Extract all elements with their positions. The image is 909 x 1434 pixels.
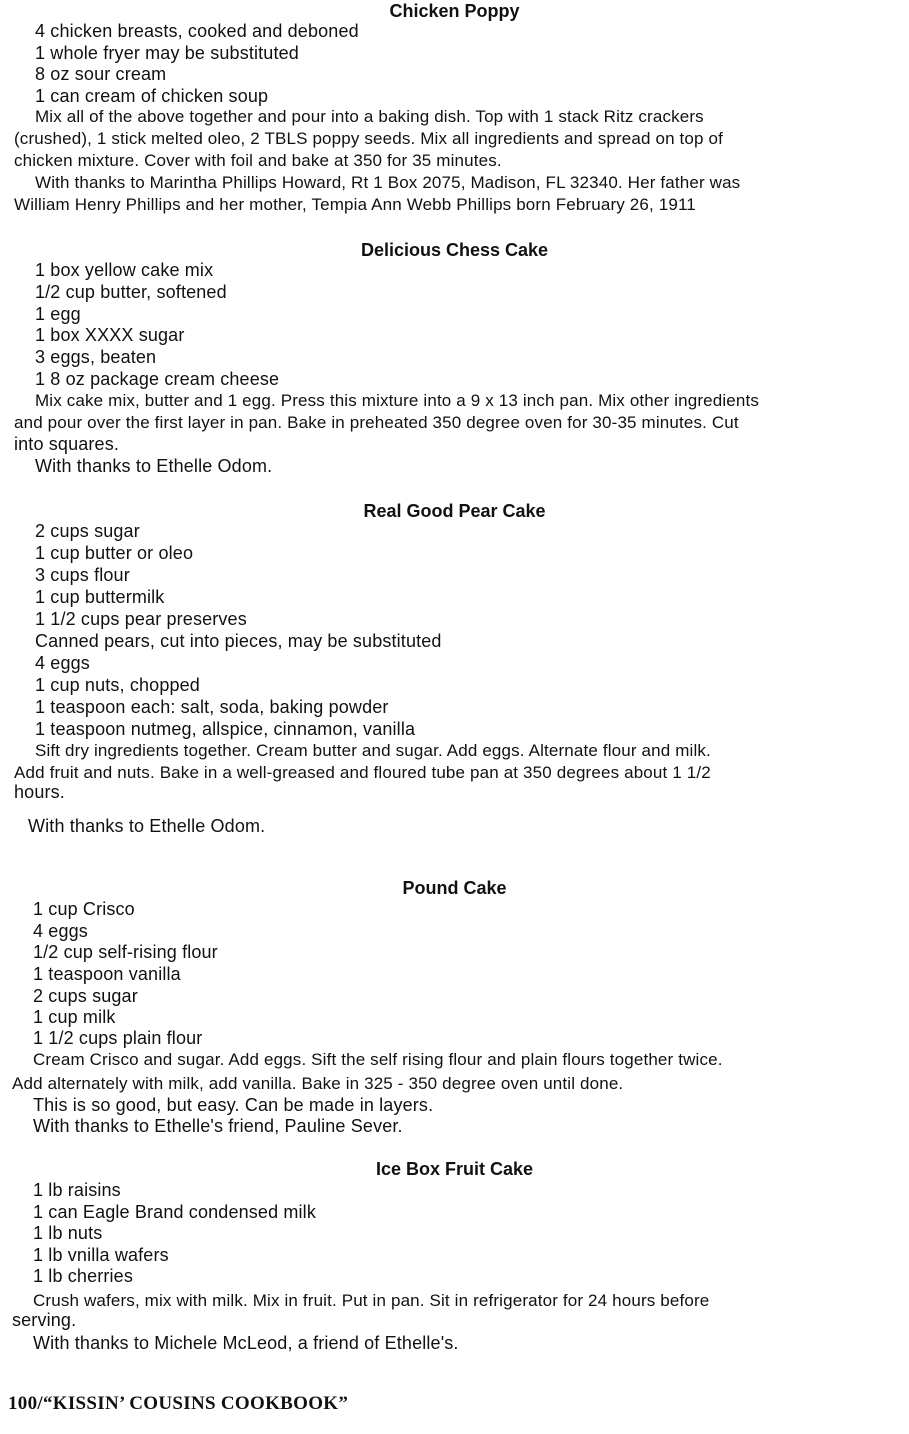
- ingredient-line: 1 lb vnilla wafers: [33, 1245, 169, 1265]
- ingredient-line: 1 whole fryer may be substituted: [35, 43, 299, 63]
- ingredient-line: 3 eggs, beaten: [35, 347, 157, 367]
- credit-line: With thanks to Ethelle's friend, Pauline Sever.: [33, 1116, 403, 1136]
- ingredient-line: 1 cup milk: [33, 1007, 116, 1027]
- credit-line: With thanks to Ethelle Odom.: [28, 816, 266, 836]
- ingredient-line: 1 egg: [35, 304, 81, 324]
- ingredient-line: 1/2 cup self-rising flour: [33, 942, 218, 962]
- recipe-title: Ice Box Fruit Cake: [375, 1159, 534, 1179]
- ingredient-line: 1 teaspoon each: salt, soda, baking powder: [35, 697, 389, 717]
- instruction-line: Mix cake mix, butter and 1 egg. Press this mixture into a 9 x 13 inch pan. Mix other ingredients: [35, 391, 760, 410]
- credit-line: William Henry Phillips and her mother, Tempia Ann Webb Phillips born February 26, 1911: [14, 195, 696, 214]
- recipe-title: Real Good Pear Cake: [363, 501, 546, 521]
- ingredient-line: 1 can cream of chicken soup: [35, 86, 269, 106]
- ingredient-line: 8 oz sour cream: [35, 64, 167, 84]
- ingredient-line: 3 cups flour: [35, 565, 130, 585]
- ingredient-line: 1 teaspoon nutmeg, allspice, cinnamon, vanilla: [35, 719, 416, 739]
- ingredient-line: 1 lb cherries: [33, 1266, 133, 1286]
- ingredient-line: 1 teaspoon vanilla: [33, 964, 181, 984]
- instruction-line: Cream Crisco and sugar. Add eggs. Sift the self rising flour and plain flours together twice.: [33, 1050, 723, 1069]
- recipe-title: Chicken Poppy: [389, 1, 520, 21]
- note-line: This is so good, but easy. Can be made in layers.: [33, 1095, 434, 1115]
- ingredient-line: 1 8 oz package cream cheese: [35, 369, 280, 389]
- ingredient-line: 4 eggs: [35, 653, 90, 673]
- instruction-line: (crushed), 1 stick melted oleo, 2 TBLS poppy seeds. Mix all ingredients and spread on top of: [14, 129, 723, 148]
- ingredient-line: 1 cup butter or oleo: [35, 543, 194, 563]
- instruction-line: Sift dry ingredients together. Cream butter and sugar. Add eggs. Alternate flour and milk.: [35, 741, 711, 760]
- recipe-title: Pound Cake: [402, 878, 507, 898]
- ingredient-line: 1 cup Crisco: [33, 899, 135, 919]
- ingredient-line: 1 cup buttermilk: [35, 587, 165, 607]
- instruction-line: and pour over the first layer in pan. Bake in preheated 350 degree oven for 30-35 minutes. Cut: [14, 413, 739, 432]
- ingredient-line: 1 1/2 cups pear preserves: [35, 609, 247, 629]
- credit-line: With thanks to Marintha Phillips Howard, Rt 1 Box 2075, Madison, FL 32340. Her father was: [35, 173, 741, 192]
- instruction-line: hours.: [14, 782, 65, 802]
- credit-line: With thanks to Michele McLeod, a friend of Ethelle's.: [33, 1333, 459, 1353]
- ingredient-line: 2 cups sugar: [35, 521, 140, 541]
- credit-line: With thanks to Ethelle Odom.: [35, 456, 273, 476]
- ingredient-line: 2 cups sugar: [33, 986, 138, 1006]
- instruction-line: Add fruit and nuts. Bake in a well-greased and floured tube pan at 350 degrees about 1 1/2: [14, 763, 711, 782]
- ingredient-line: 1 cup nuts, chopped: [35, 675, 200, 695]
- instruction-line: chicken mixture. Cover with foil and bake at 350 for 35 minutes.: [14, 151, 502, 170]
- instruction-line: Add alternately with milk, add vanilla. Bake in 325 - 350 degree oven until done.: [12, 1074, 624, 1093]
- page-footer: 100/“KISSIN’ COUSINS COOKBOOK”: [8, 1393, 349, 1414]
- ingredient-line: 1 lb nuts: [33, 1223, 103, 1243]
- instruction-line: Mix all of the above together and pour into a baking dish. Top with 1 stack Ritz crackers: [35, 107, 704, 126]
- ingredient-line: 4 chicken breasts, cooked and deboned: [35, 21, 359, 41]
- ingredient-line: 1 box yellow cake mix: [35, 260, 214, 280]
- ingredient-line: 1 can Eagle Brand condensed milk: [33, 1202, 316, 1222]
- ingredient-line: 1/2 cup butter, softened: [35, 282, 227, 302]
- ingredient-line: Canned pears, cut into pieces, may be substituted: [35, 631, 442, 651]
- ingredient-line: 1 box XXXX sugar: [35, 325, 185, 345]
- ingredient-line: 1 1/2 cups plain flour: [33, 1028, 203, 1048]
- ingredient-line: 1 lb raisins: [33, 1180, 121, 1200]
- instruction-line: into squares.: [14, 434, 120, 454]
- ingredient-line: 4 eggs: [33, 921, 88, 941]
- recipe-title: Delicious Chess Cake: [360, 240, 549, 260]
- instruction-line: Crush wafers, mix with milk. Mix in fruit. Put in pan. Sit in refrigerator for 24 hours before: [33, 1291, 710, 1310]
- instruction-line: serving.: [12, 1310, 77, 1330]
